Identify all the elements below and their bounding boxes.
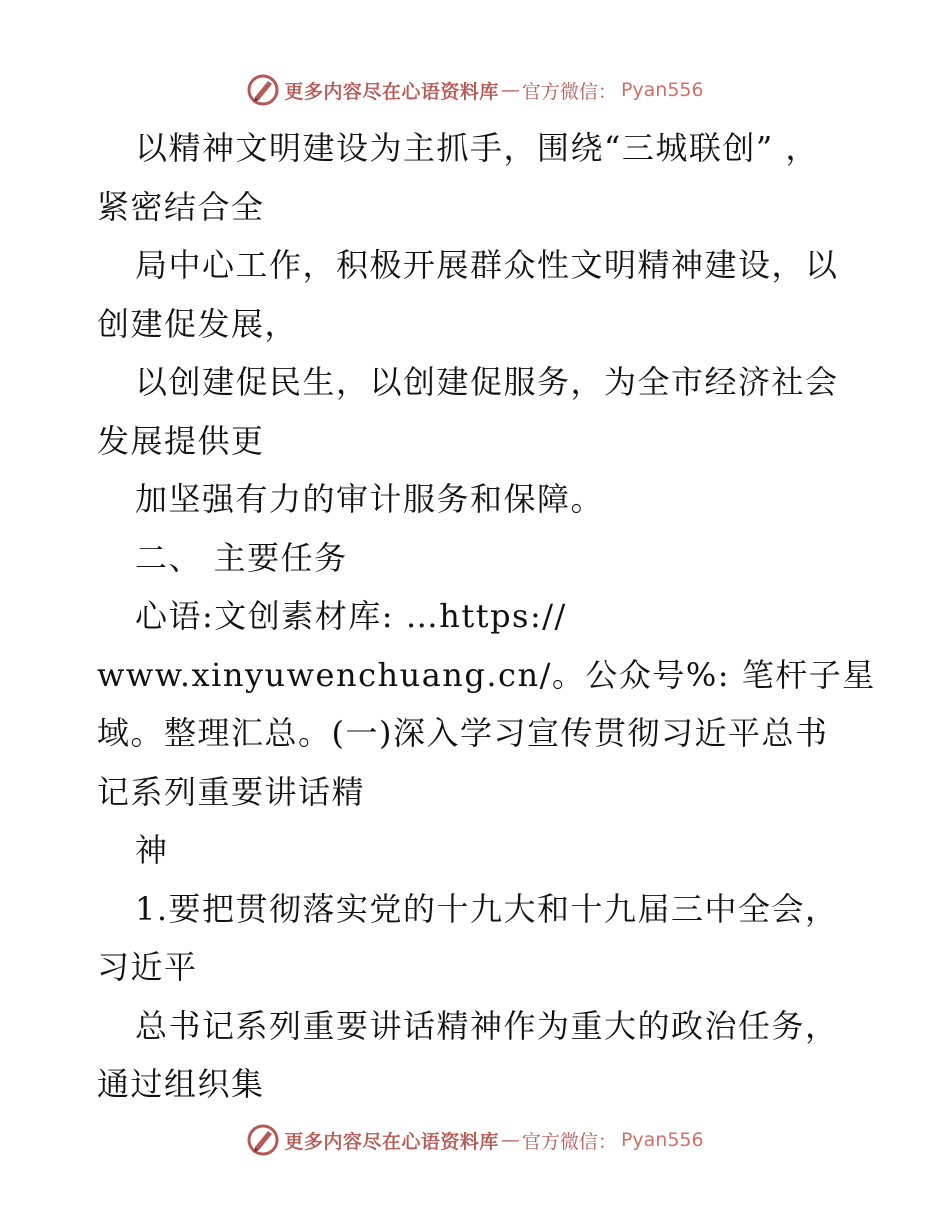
- banner-wechat-label: 官方微信：: [521, 1130, 617, 1153]
- text-line: 以创建促民生，以创建促服务，为全市经济社会: [135, 363, 839, 401]
- banner-brand: 更多内容尽在心语资料库: [284, 80, 499, 103]
- text-line: 心语:文创素材库: …https://: [135, 597, 567, 635]
- text-line: 1.要把贯彻落实党的十九大和十九届三中全会，: [135, 889, 839, 928]
- text-line: 发展提供更: [97, 421, 265, 460]
- text-line: 神: [135, 831, 169, 869]
- banner-wechat-id: Pyan556: [620, 79, 704, 101]
- text-line: www.xinyuwenchuang.cn/。公众号%: 笔杆子星: [97, 655, 876, 694]
- text-line: 记系列重要讲话精: [97, 772, 366, 811]
- text-line: 总书记系列重要讲话精神作为重大的政治任务，: [135, 1006, 839, 1045]
- banner-dash: —: [500, 79, 520, 101]
- text-line: 以精神文明建设为主抓手，围绕“三城联创” ，: [135, 129, 819, 167]
- text-line: 通过组织集: [97, 1065, 265, 1103]
- banner-wechat-id: Pyan556: [620, 1129, 704, 1151]
- text-line: 加坚强有力的审计服务和保障。: [135, 480, 605, 518]
- text-line: 局中心工作，积极开展群众性文明精神建设，以: [135, 246, 839, 284]
- section-heading: 二、 主要任务: [135, 538, 348, 577]
- document-body: [97, 119, 876, 1114]
- pen-circle-logo-icon: [246, 1123, 280, 1157]
- text-line: 创建促发展，: [97, 304, 299, 343]
- text-line: 域。整理汇总。(一)深入学习宣传贯彻习近平总书: [97, 714, 829, 752]
- banner-wechat-label: 官方微信：: [521, 80, 617, 103]
- footer-watermark-banner: [0, 1118, 950, 1162]
- text-line: 紧密结合全: [97, 187, 265, 226]
- text-line: 习近平: [97, 948, 198, 986]
- header-watermark-banner: [0, 68, 950, 112]
- banner-dash: —: [500, 1129, 520, 1151]
- banner-brand: 更多内容尽在心语资料库: [284, 1130, 499, 1153]
- pen-circle-logo-icon: [246, 73, 280, 107]
